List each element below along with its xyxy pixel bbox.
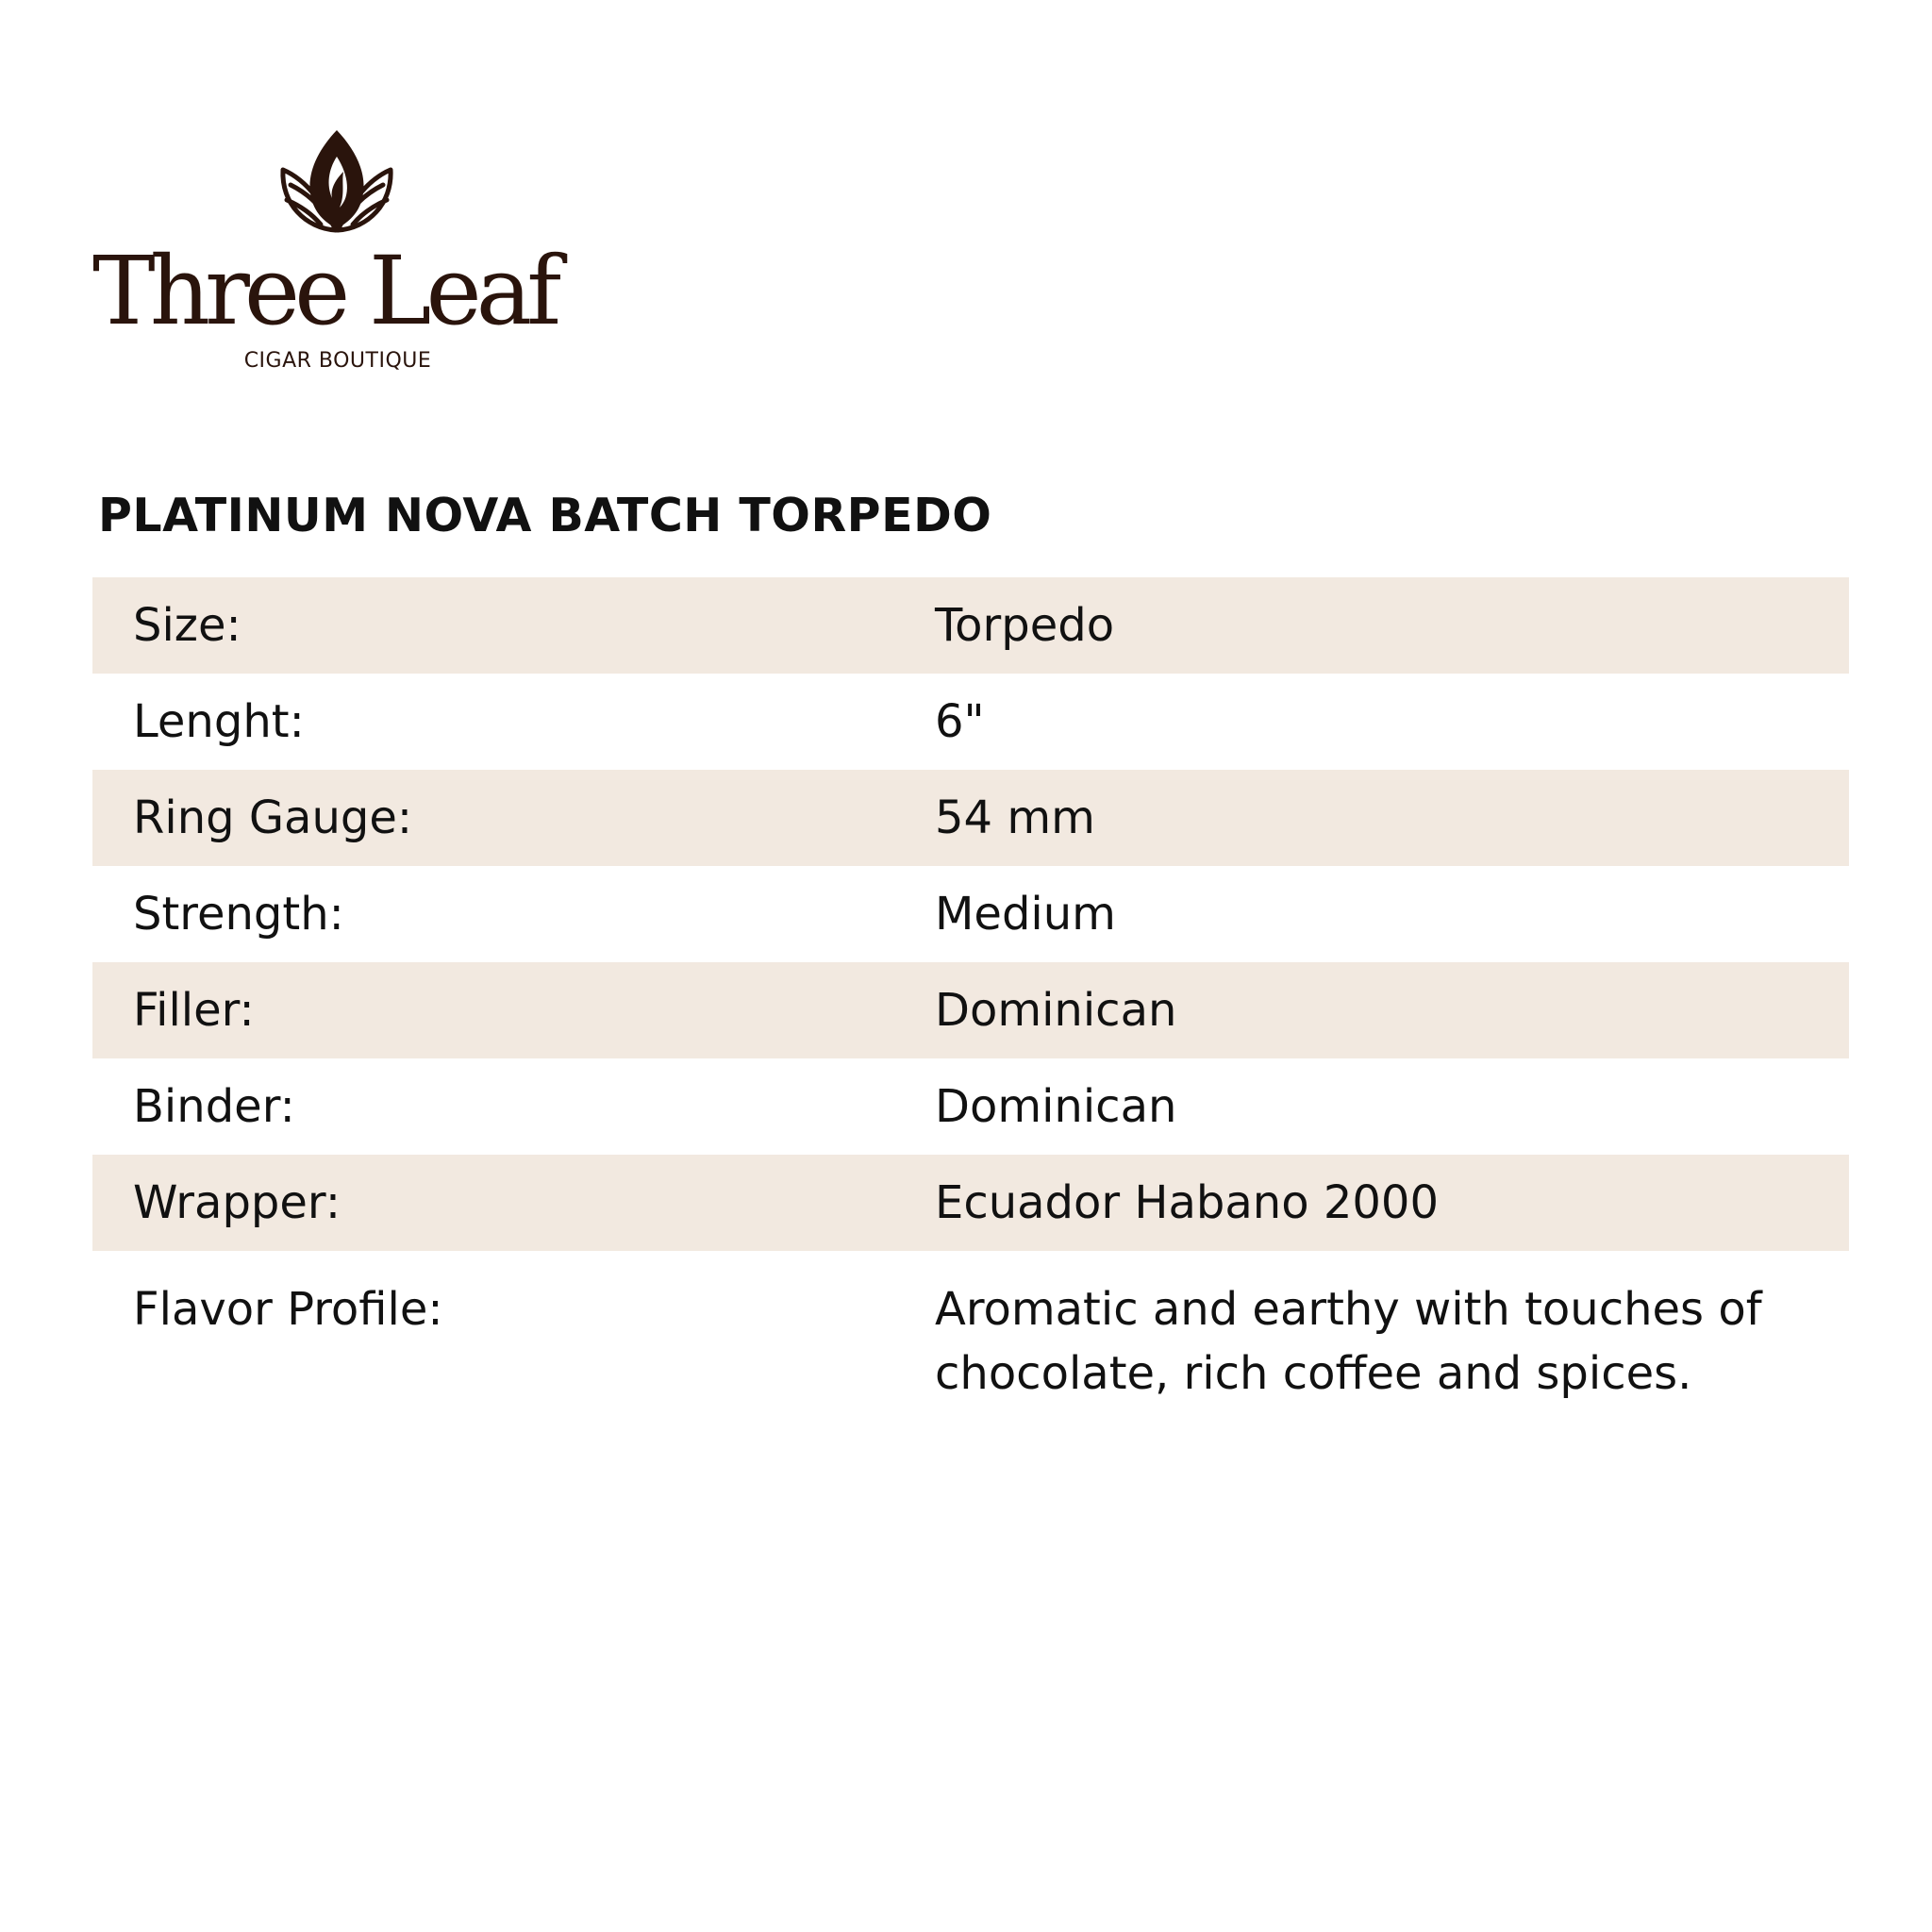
brand-wordmark: Three Leaf: [92, 236, 557, 346]
spec-label: Strength:: [133, 888, 344, 941]
spec-label: Wrapper:: [133, 1176, 341, 1229]
spec-value: 6": [935, 695, 985, 748]
spec-label: Size:: [133, 599, 242, 652]
spec-value: Ecuador Habano 2000: [935, 1176, 1439, 1229]
leaf-flame-icon: [277, 128, 396, 236]
spec-row-size: [92, 577, 1849, 674]
spec-value: Dominican: [935, 1080, 1177, 1133]
spec-row-flavor-profile: [92, 1251, 1849, 1406]
spec-row-length: [92, 674, 1849, 770]
spec-row-wrapper: [92, 1155, 1849, 1251]
spec-label: Binder:: [133, 1080, 295, 1133]
spec-value: Torpedo: [935, 599, 1115, 652]
spec-row-filler: [92, 962, 1849, 1058]
spec-value: 54 mm: [935, 791, 1095, 844]
spec-value: Aromatic and earthy with touches of chocolate, rich coffee and spices.: [935, 1283, 1762, 1400]
spec-value: Medium: [935, 888, 1116, 941]
spec-label: Ring Gauge:: [133, 791, 413, 844]
spec-row-strength: [92, 866, 1849, 962]
spec-row-binder: [92, 1058, 1849, 1155]
spec-table: [92, 577, 1849, 1406]
brand-logo: [92, 128, 583, 383]
spec-row-ring-gauge: [92, 770, 1849, 866]
spec-label: Filler:: [133, 984, 255, 1037]
spec-value: Dominican: [935, 984, 1177, 1037]
product-title: PLATINUM NOVA BATCH TORPEDO: [98, 489, 992, 542]
spec-label: Flavor Profile:: [133, 1283, 443, 1336]
brand-tagline: CIGAR BOUTIQUE: [243, 349, 432, 373]
spec-label: Lenght:: [133, 695, 305, 748]
